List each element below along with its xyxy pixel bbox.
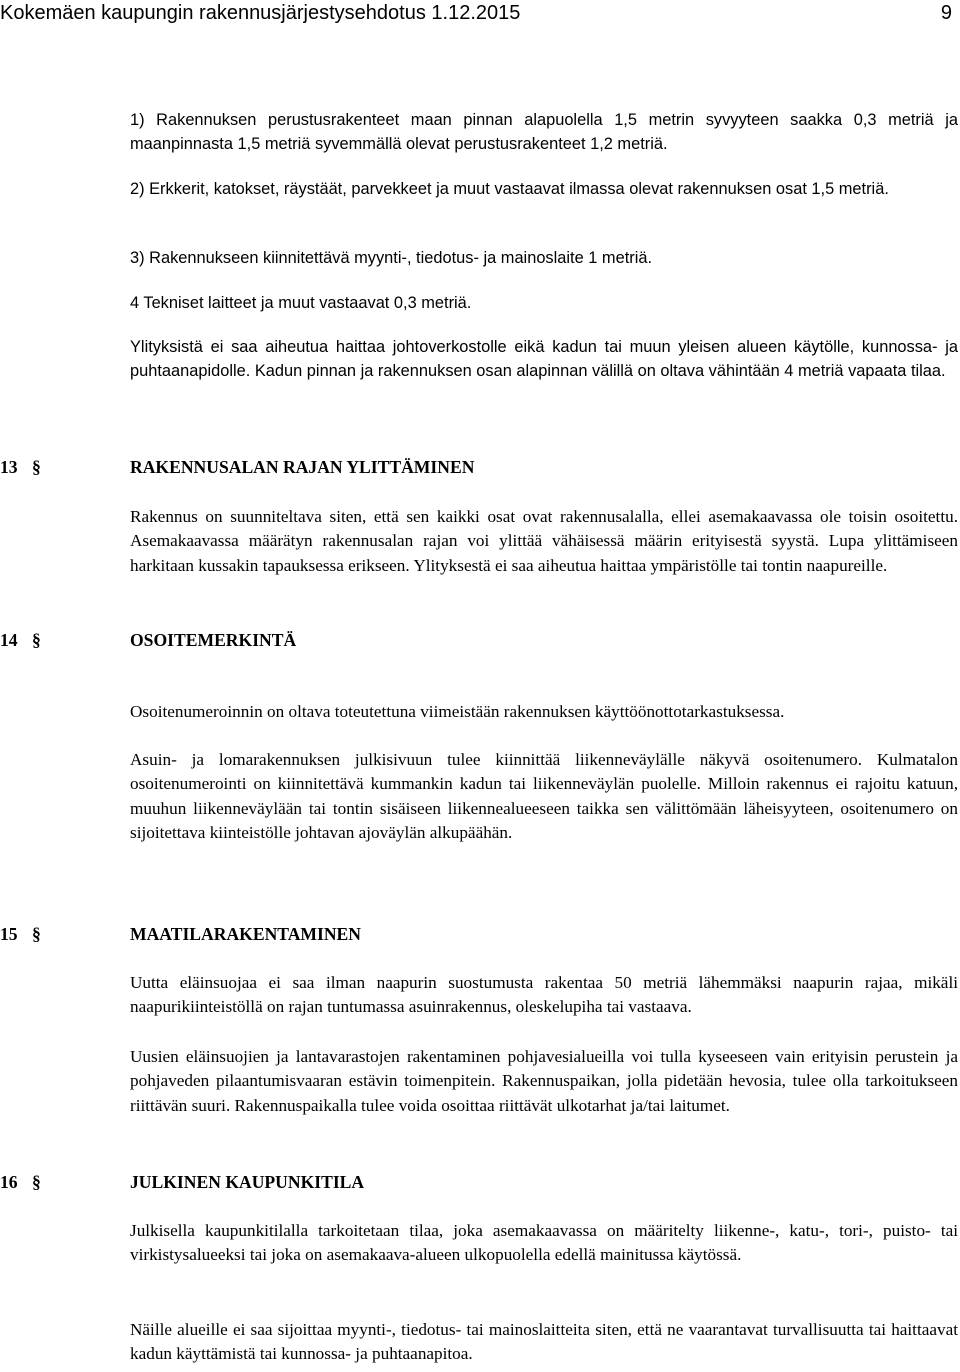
section-16-paragraph-2: Näille alueille ei saa sijoittaa myynti-, tiedotus- tai mainoslaitteita siten, että ne vaarantavat turvallisuutta tai haittaavat kadun käyttämistä tai kunnossa- ja puhtaanapitoa. bbox=[130, 1320, 958, 1364]
section-heading-16 bbox=[0, 1172, 960, 1196]
section-14-paragraph-1: Osoitenumeroinnin on oltava toteutettuna viimeistään rakennuksen käyttöönottotarkastuksessa. bbox=[130, 702, 785, 721]
page-header bbox=[0, 2, 960, 32]
section-title: OSOITEMERKINTÄ bbox=[130, 630, 297, 650]
section-number: 16 bbox=[0, 1172, 18, 1192]
section-16-paragraph-1: Julkisella kaupunkitilalla tarkoitetaan tilaa, joka asemakaavassa on määritelty liikenne-, katu-, tori-, puisto- tai virkistysalueeksi tai joka on asemakaava-alueen ulkopuolella edellä mainitussa käytössä. bbox=[130, 1221, 958, 1265]
section-14-paragraph-2: Asuin- ja lomarakennuksen julkisivuun tulee kiinnittää liikenneväylälle näkyvä osoitenumero. Kulmatalon osoitenumerointi on kiinnitettävä kummankin kadun tai liikenneväylän puolelle. Milloin rakennus ei rajoitu katuun, muuhun liikenneväylään tai tontin sisäiseen liikennealueeseen taikka sen välittömään läheisyyteen, osoitenumero on sijoitettava kiinteistölle johtavan ajoväylän alkupäähän. bbox=[130, 750, 958, 843]
paragraph-signs: 3) Rakennukseen kiinnitettävä myynti-, tiedotus- ja mainoslaite 1 metriä. bbox=[130, 249, 653, 267]
paragraph-overhang-rule: Ylityksistä ei saa aiheutua haittaa johtoverkostolle eikä kadun tai muun yleisen alueen käytölle, kunnossa- ja puhtaanapidolle. Kadun pinnan ja rakennuksen osan alapinnan välillä on oltava vähintään 4 metriä vapaata tilaa. bbox=[130, 338, 958, 381]
section-number: 13 bbox=[0, 457, 18, 477]
section-heading-14 bbox=[0, 630, 960, 654]
section-symbol: § bbox=[32, 457, 41, 477]
paragraph-technical: 4 Tekniset laitteet ja muut vastaavat 0,3 metriä. bbox=[130, 294, 472, 312]
document-title: Kokemäen kaupungin rakennusjärjestysehdotus 1.12.2015 bbox=[0, 2, 521, 24]
section-symbol: § bbox=[32, 924, 41, 944]
section-15-paragraph-2: Uusien eläinsuojien ja lantavarastojen rakentaminen pohjavesialueilla voi tulla kyseeseen vain erityisin perustein ja pohjaveden pilaantumisvaaran estävin toimenpitein. Rakennuspaikan, jolla pidetään hevosia, tulee olla tarkoitukseen riittävän suuri. Rakennuspaikalla tulee voida osoittaa riittävät ulkotarhat ja/tai laitumet. bbox=[130, 1047, 958, 1115]
section-title: RAKENNUSALAN RAJAN YLITTÄMINEN bbox=[130, 457, 475, 477]
section-number: 14 bbox=[0, 630, 18, 650]
paragraph-bay-windows: 2) Erkkerit, katokset, räystäät, parvekkeet ja muut vastaavat ilmassa olevat rakennuksen osat 1,5 metriä. bbox=[130, 180, 889, 198]
section-heading-13 bbox=[0, 457, 960, 481]
section-number: 15 bbox=[0, 924, 18, 944]
page-number: 9 bbox=[940, 2, 952, 24]
section-symbol: § bbox=[32, 630, 41, 650]
section-title: MAATILARAKENTAMINEN bbox=[130, 924, 362, 944]
section-13-paragraph: Rakennus on suunniteltava siten, että sen kaikki osat ovat rakennusalalla, ellei asemakaavassa ole toisin osoitettu. Asemakaavassa määrätyn rakennusalan rajan voi ylittää vähäisessä määrin erityisestä syystä. Lupa ylittämiseen harkitaan kussakin tapauksessa erikseen. Ylityksestä ei saa aiheutua haittaa ympäristölle tai tontin naapureille. bbox=[130, 507, 958, 575]
section-symbol: § bbox=[32, 1172, 41, 1192]
section-title: JULKINEN KAUPUNKITILA bbox=[130, 1172, 365, 1192]
section-15-paragraph-1: Uutta eläinsuojaa ei saa ilman naapurin suostumusta rakentaa 50 metriä lähemmäksi naapurin rajaa, mikäli naapurikiinteistöllä on rajan tuntumassa asuinrakennus, oleskelupiha tai vastaava. bbox=[130, 973, 958, 1017]
paragraph-foundation: 1) Rakennuksen perustusrakenteet maan pinnan alapuolella 1,5 metrin syvyyteen saakka 0,3 metriä ja maanpinnasta 1,5 metriä syvemmällä olevat perustusrakenteet 1,2 metriä. bbox=[130, 111, 958, 154]
section-heading-15 bbox=[0, 924, 960, 948]
